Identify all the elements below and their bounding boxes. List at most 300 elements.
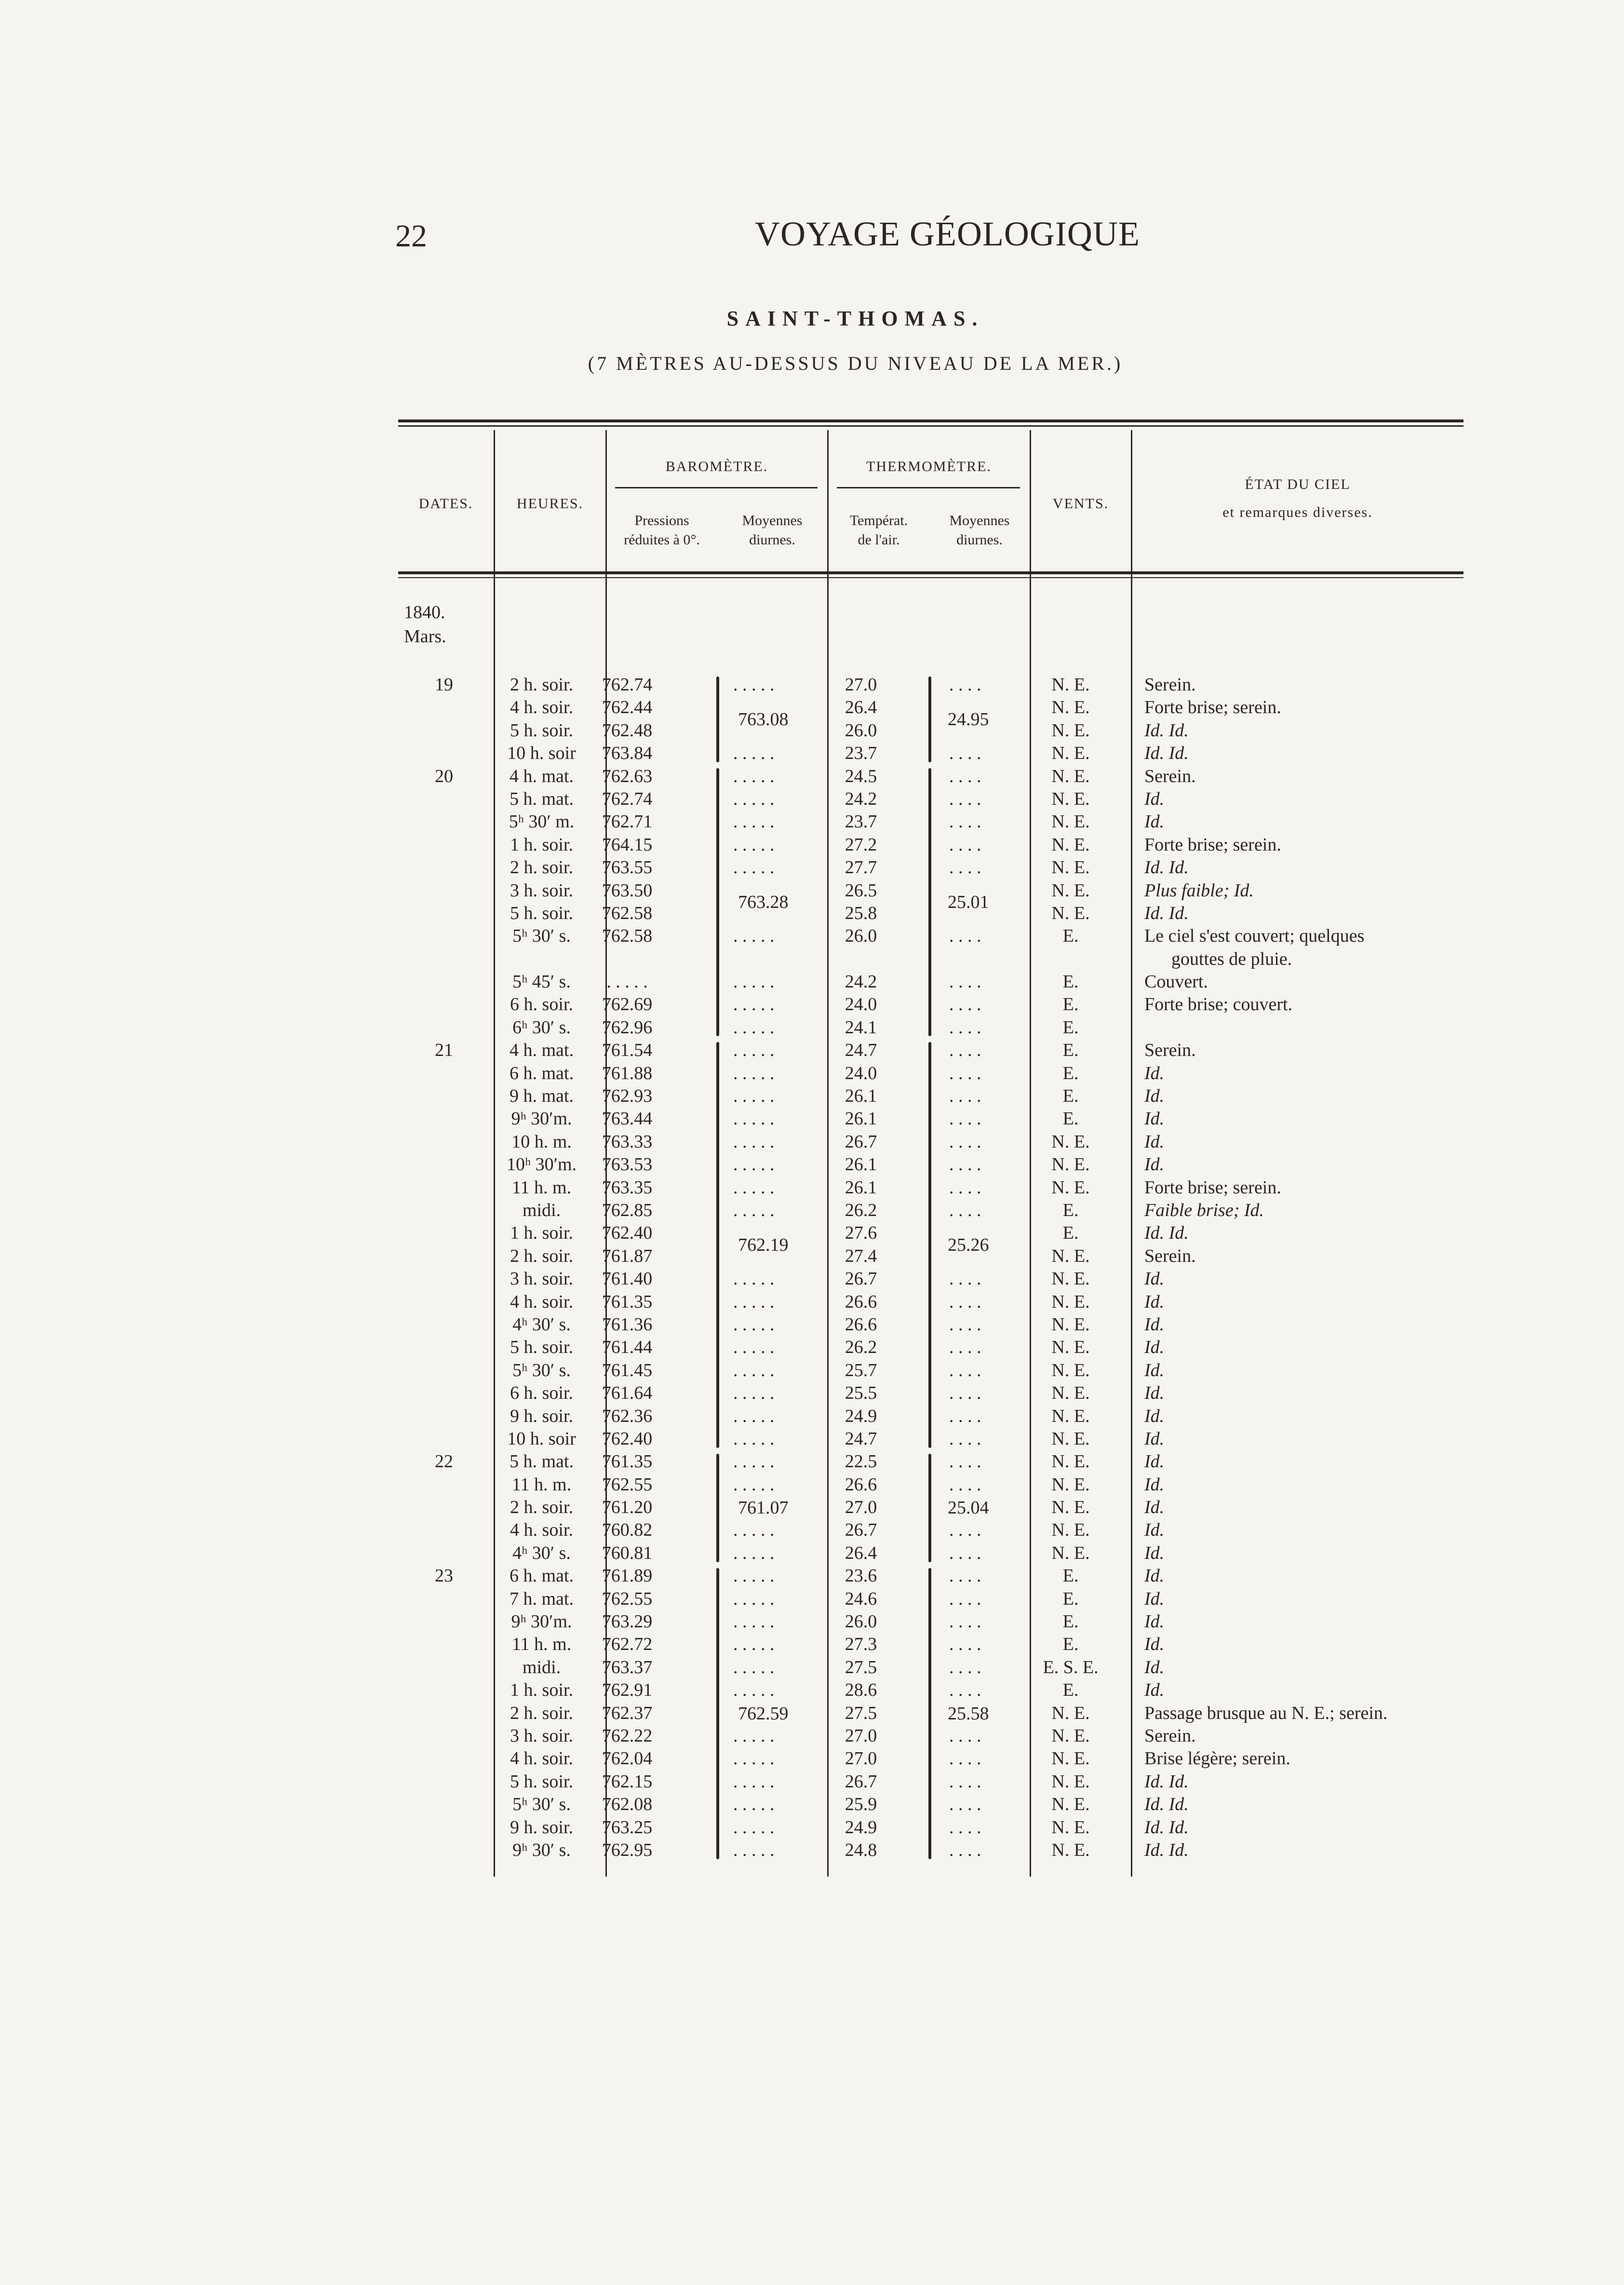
table-cell-temperature-mean: . . . . — [949, 1794, 981, 1815]
table-cell-temperature: 27.5 — [845, 1703, 877, 1723]
table-cell-temperature-mean: . . . . — [949, 1748, 981, 1769]
table-cell-wind: N. E. — [1051, 834, 1090, 855]
table-cell-temperature: 25.9 — [845, 1794, 877, 1815]
daily-pressure-mean: 763.28 — [738, 892, 789, 912]
table-cell-remark: Id. Id. — [1144, 720, 1189, 741]
table-cell-temperature: 27.7 — [845, 857, 877, 878]
table-cell-remark: gouttes de pluie. — [1171, 948, 1292, 969]
year-label: 1840. — [404, 602, 445, 622]
temperature-mean-brace — [928, 768, 931, 1037]
table-cell-wind: N. E. — [1051, 1725, 1090, 1746]
table-cell-temperature: 26.0 — [845, 720, 877, 741]
table-cell-pressure-mean: . . . . . — [733, 1566, 775, 1586]
table-cell-temperature-mean: . . . . — [949, 1725, 981, 1746]
table-cell-wind: E. — [1062, 1680, 1079, 1701]
header-temperat — [828, 511, 929, 550]
table-cell-hour: 9 h. mat. — [510, 1086, 574, 1107]
table-cell-remark: Serein. — [1144, 1725, 1196, 1746]
table-cell-wind: N. E. — [1051, 1748, 1090, 1769]
table-cell-pressure: 761.54 — [602, 1040, 653, 1061]
table-cell-temperature: 27.2 — [845, 834, 877, 855]
table-cell-pressure-mean: . . . . . — [733, 1748, 775, 1769]
barometre-span — [615, 487, 818, 488]
table-cell-temperature: 23.6 — [845, 1566, 877, 1586]
table-cell-pressure-mean: . . . . . — [733, 972, 775, 992]
table-cell-hour: 11 h. m. — [511, 1177, 572, 1198]
table-cell-temperature-mean: . . . . — [949, 1611, 981, 1632]
table-cell-pressure: 762.08 — [602, 1794, 653, 1815]
table-cell-temperature-mean: . . . . — [949, 1680, 981, 1701]
table-cell-pressure: 763.55 — [602, 857, 653, 878]
pressure-mean-brace — [716, 1568, 719, 1859]
table-cell-pressure: 760.81 — [602, 1542, 653, 1563]
table-cell-hour: 4 h. soir. — [510, 1291, 573, 1312]
table-cell-wind: N. E. — [1051, 1245, 1090, 1266]
table-cell-pressure-mean: . . . . . — [733, 1839, 775, 1860]
table-cell-remark: Id. — [1144, 1588, 1165, 1609]
table-cell-hour: 5 h. soir. — [510, 720, 573, 741]
table-cell-pressure: 762.36 — [602, 1406, 653, 1426]
table-cell-temperature: 26.7 — [845, 1269, 877, 1289]
table-cell-pressure-mean: . . . . . — [733, 1040, 775, 1061]
table-cell-temperature: 24.5 — [845, 766, 877, 786]
table-cell-temperature-mean: . . . . — [949, 1154, 981, 1175]
table-cell-temperature: 26.5 — [845, 880, 877, 901]
daily-temperature-mean: 25.26 — [948, 1235, 989, 1255]
table-cell-remark: Id. — [1144, 811, 1165, 832]
table-cell-wind: N. E. — [1051, 1360, 1090, 1380]
table-cell-temperature-mean: . . . . — [949, 1771, 981, 1792]
table-cell-wind: N. E. — [1051, 1474, 1090, 1495]
table-cell-temperature-mean: . . . . — [949, 1520, 981, 1541]
table-cell-pressure-mean: . . . . . — [733, 1634, 775, 1655]
table-cell-pressure: 761.64 — [602, 1383, 653, 1404]
table-cell-wind: E. — [1062, 1634, 1079, 1655]
table-cell-wind: N. E. — [1051, 1497, 1090, 1518]
header-bmoyennes — [717, 511, 827, 550]
daily-pressure-mean: 761.07 — [738, 1498, 789, 1518]
table-cell-hour: 5 h. soir. — [510, 903, 573, 923]
top-rule-thin — [398, 425, 1463, 427]
table-cell-hour: 2 h. soir. — [510, 1497, 573, 1518]
daily-temperature-mean: 25.04 — [948, 1498, 989, 1518]
header-temperat-line1: Températ. — [849, 513, 908, 528]
table-cell-wind: N. E. — [1051, 788, 1090, 809]
table-cell-pressure-mean: . . . . . — [733, 675, 775, 695]
table-cell-temperature: 27.0 — [845, 675, 877, 695]
table-cell-wind: N. E. — [1051, 675, 1090, 695]
table-cell-wind: N. E. — [1051, 1177, 1090, 1198]
table-cell-wind: E. — [1062, 1588, 1079, 1609]
table-cell-pressure: 762.37 — [602, 1703, 653, 1723]
table-cell-temperature-mean: . . . . — [949, 1291, 981, 1312]
table-cell-temperature-mean: . . . . — [949, 1634, 981, 1655]
table-cell-pressure-mean: . . . . . — [733, 834, 775, 855]
table-cell-remark: Id. Id. — [1144, 743, 1189, 764]
table-cell-pressure-mean: . . . . . — [733, 743, 775, 764]
temperature-mean-brace — [928, 1568, 931, 1859]
table-cell-remark: Forte brise; serein. — [1144, 697, 1281, 718]
table-cell-pressure-mean: . . . . . — [733, 1383, 775, 1404]
table-cell-hour: 1 h. soir. — [510, 1223, 573, 1244]
table-cell-remark: Id. — [1144, 1086, 1165, 1107]
table-cell-hour: 9 h. soir. — [510, 1406, 573, 1426]
table-cell-wind: N. E. — [1051, 720, 1090, 741]
table-cell-wind: N. E. — [1051, 1314, 1090, 1335]
table-cell-temperature-mean: . . . . — [949, 1451, 981, 1472]
table-cell-temperature: 24.7 — [845, 1040, 877, 1061]
table-cell-wind: N. E. — [1051, 1839, 1090, 1860]
table-cell-remark: Id. — [1144, 1154, 1165, 1175]
table-cell-temperature-mean: . . . . — [949, 1360, 981, 1380]
table-cell-temperature: 22.5 — [845, 1451, 877, 1472]
table-cell-temperature: 23.7 — [845, 743, 877, 764]
table-cell-date: 21 — [435, 1040, 453, 1061]
table-cell-remark: Id. — [1144, 1131, 1165, 1152]
table-cell-hour: 1 h. soir. — [510, 834, 573, 855]
table-cell-temperature-mean: . . . . — [949, 1383, 981, 1404]
table-cell-wind: N. E. — [1051, 1269, 1090, 1289]
table-cell-temperature: 24.7 — [845, 1428, 877, 1449]
running-title: VOYAGE GÉOLOGIQUE — [755, 215, 1140, 253]
table-cell-pressure: 762.44 — [602, 697, 653, 718]
header-tmoyennes-line2: diurnes. — [956, 532, 1003, 548]
table-cell-pressure-mean: . . . . . — [733, 1200, 775, 1220]
table-cell-pressure: 762.55 — [602, 1474, 653, 1495]
table-cell-wind: N. E. — [1051, 1154, 1090, 1175]
table-cell-remark: Id. Id. — [1144, 1223, 1189, 1244]
month-label: Mars. — [404, 626, 446, 647]
table-cell-temperature: 26.0 — [845, 1611, 877, 1632]
table-cell-pressure-mean: . . . . . — [733, 1177, 775, 1198]
table-cell-hour: midi. — [522, 1200, 561, 1220]
table-cell-pressure-mean: . . . . . — [733, 1269, 775, 1289]
table-cell-hour: 6ʰ 30′ s. — [512, 1017, 571, 1038]
table-cell-pressure: 762.48 — [602, 720, 653, 741]
table-cell-pressure-mean: . . . . . — [733, 1611, 775, 1632]
table-cell-temperature: 25.5 — [845, 1383, 877, 1404]
header-pressions-line1: Pressions — [634, 513, 689, 528]
table-cell-wind: N. E. — [1051, 1520, 1090, 1541]
table-cell-remark: Id. Id. — [1144, 857, 1189, 878]
daily-pressure-mean: 763.08 — [738, 709, 789, 730]
table-cell-remark: Id. — [1144, 1634, 1165, 1655]
table-cell-temperature-mean: . . . . — [949, 1086, 981, 1107]
table-cell-pressure-mean: . . . . . — [733, 1017, 775, 1038]
header-tmoyennes — [929, 511, 1030, 550]
table-cell-wind: E. — [1062, 926, 1079, 946]
table-cell-hour: 1 h. soir. — [510, 1680, 573, 1701]
table-cell-wind: N. E. — [1051, 1406, 1090, 1426]
table-cell-wind: N. E. — [1051, 811, 1090, 832]
table-cell-pressure: 763.53 — [602, 1154, 653, 1175]
pressure-mean-brace — [716, 768, 719, 1037]
table-cell-pressure: 761.35 — [602, 1291, 653, 1312]
table-cell-pressure-mean: . . . . . — [733, 1542, 775, 1563]
table-cell-remark: Id. Id. — [1144, 903, 1189, 923]
table-cell-temperature-mean: . . . . — [949, 766, 981, 786]
table-cell-date: 23 — [435, 1566, 453, 1586]
table-cell-hour: 4 h. soir. — [510, 697, 573, 718]
table-cell-pressure: 761.45 — [602, 1360, 653, 1380]
table-cell-remark: Id. — [1144, 1314, 1165, 1335]
table-cell-remark: Id. — [1144, 1566, 1165, 1586]
thermometre-span — [837, 487, 1020, 488]
table-cell-hour: 6 h. soir. — [510, 994, 573, 1015]
table-cell-wind: N. E. — [1051, 1337, 1090, 1358]
table-cell-wind: N. E. — [1051, 1131, 1090, 1152]
table-cell-wind: N. E. — [1051, 880, 1090, 901]
table-cell-temperature: 26.0 — [845, 926, 877, 946]
header-etat — [1132, 475, 1463, 522]
table-cell-pressure-mean: . . . . . — [733, 811, 775, 832]
table-cell-hour: 11 h. m. — [511, 1474, 572, 1495]
table-cell-temperature: 27.5 — [845, 1657, 877, 1677]
table-cell-remark: Forte brise; couvert. — [1144, 994, 1293, 1015]
table-cell-pressure: 762.95 — [602, 1839, 653, 1860]
table-cell-pressure-mean: . . . . . — [733, 1337, 775, 1358]
header-etat-line2: et remarques diverses. — [1222, 504, 1373, 520]
table-cell-date: 19 — [435, 675, 453, 695]
table-cell-pressure: 762.63 — [602, 766, 653, 786]
table-cell-hour: 9ʰ 30′m. — [511, 1611, 572, 1632]
table-cell-pressure-mean: . . . . . — [733, 1154, 775, 1175]
table-cell-remark: Serein. — [1144, 1040, 1196, 1061]
table-cell-remark: Brise légère; serein. — [1144, 1748, 1290, 1769]
table-cell-hour: 5ʰ 30′ s. — [512, 1360, 571, 1380]
table-cell-pressure: 762.85 — [602, 1200, 653, 1220]
table-cell-pressure: 762.93 — [602, 1086, 653, 1107]
table-cell-hour: 10ʰ 30′m. — [506, 1154, 577, 1175]
daily-pressure-mean: 762.19 — [738, 1235, 789, 1255]
table-cell-remark: Le ciel s'est couvert; quelques — [1144, 926, 1365, 946]
pressure-mean-brace — [716, 676, 719, 762]
table-cell-remark: Id. — [1144, 1497, 1165, 1518]
page-number: 22 — [395, 218, 427, 254]
table-cell-pressure-mean: . . . . . — [733, 1817, 775, 1838]
table-cell-temperature-mean: . . . . — [949, 1817, 981, 1838]
table-cell-hour: 4 h. mat. — [510, 766, 574, 786]
table-cell-remark: Id. — [1144, 1360, 1165, 1380]
table-cell-remark: Plus faible; Id. — [1144, 880, 1254, 901]
table-cell-pressure-mean: . . . . . — [733, 1657, 775, 1677]
table-cell-temperature-mean: . . . . — [949, 1269, 981, 1289]
table-cell-pressure-mean: . . . . . — [733, 1520, 775, 1541]
table-cell-remark: Id. — [1144, 1451, 1165, 1472]
table-cell-pressure-mean: . . . . . — [733, 766, 775, 786]
table-cell-temperature: 26.2 — [845, 1337, 877, 1358]
altitude-subtitle: (7 MÈTRES AU-DESSUS DU NIVEAU DE LA MER.) — [588, 352, 1123, 374]
table-cell-wind: E. — [1062, 1017, 1079, 1038]
table-cell-pressure-mean: . . . . . — [733, 926, 775, 946]
table-cell-wind: E. — [1062, 1040, 1079, 1061]
header-pressions-line2: réduites à 0°. — [624, 532, 700, 548]
table-cell-temperature-mean: . . . . — [949, 1588, 981, 1609]
table-cell-hour: 3 h. soir. — [510, 1725, 573, 1746]
top-rule-thick — [398, 419, 1463, 422]
table-cell-wind: N. E. — [1051, 857, 1090, 878]
table-cell-pressure: 762.58 — [602, 903, 653, 923]
table-cell-wind: E. S. E. — [1043, 1657, 1099, 1677]
table-cell-remark: Id. Id. — [1144, 1794, 1189, 1815]
table-cell-pressure: 762.74 — [602, 788, 653, 809]
table-cell-temperature-mean: . . . . — [949, 834, 981, 855]
table-cell-temperature: 27.0 — [845, 1748, 877, 1769]
table-cell-wind: N. E. — [1051, 903, 1090, 923]
table-cell-pressure: 762.04 — [602, 1748, 653, 1769]
table-cell-wind: N. E. — [1051, 1703, 1090, 1723]
table-cell-wind: E. — [1062, 1086, 1079, 1107]
table-cell-temperature: 26.6 — [845, 1474, 877, 1495]
table-cell-remark: Id. — [1144, 1406, 1165, 1426]
table-cell-temperature-mean: . . . . — [949, 743, 981, 764]
table-cell-temperature-mean: . . . . — [949, 1566, 981, 1586]
table-cell-temperature-mean: . . . . — [949, 788, 981, 809]
table-cell-pressure-mean: . . . . . — [733, 1063, 775, 1083]
table-cell-hour: 3 h. soir. — [510, 880, 573, 901]
table-cell-temperature-mean: . . . . — [949, 811, 981, 832]
table-cell-temperature-mean: . . . . — [949, 1314, 981, 1335]
daily-temperature-mean: 24.95 — [948, 709, 989, 730]
table-cell-remark: Id. — [1144, 1269, 1165, 1289]
table-cell-pressure: 761.40 — [602, 1269, 653, 1289]
header-vents: VENTS. — [1052, 496, 1109, 512]
table-cell-temperature: 24.2 — [845, 972, 877, 992]
observation-table — [398, 419, 1463, 1880]
table-cell-pressure-mean: . . . . . — [733, 1474, 775, 1495]
table-cell-pressure: 761.36 — [602, 1314, 653, 1335]
table-cell-remark: Serein. — [1144, 766, 1196, 786]
table-cell-temperature-mean: . . . . — [949, 857, 981, 878]
table-cell-hour: 4ʰ 30′ s. — [512, 1314, 571, 1335]
table-cell-wind: N. E. — [1051, 1451, 1090, 1472]
table-cell-temperature: 24.6 — [845, 1588, 877, 1609]
table-cell-pressure: 761.87 — [602, 1245, 653, 1266]
table-cell-pressure: 762.40 — [602, 1223, 653, 1244]
table-cell-wind: N. E. — [1051, 1794, 1090, 1815]
table-cell-hour: 5 h. mat. — [510, 788, 574, 809]
table-cell-temperature-mean: . . . . — [949, 1474, 981, 1495]
table-cell-hour: 9 h. soir. — [510, 1817, 573, 1838]
table-cell-pressure-mean: . . . . . — [733, 1360, 775, 1380]
table-cell-temperature: 26.1 — [845, 1109, 877, 1129]
table-cell-remark: Id. — [1144, 1680, 1165, 1701]
table-cell-pressure: 760.82 — [602, 1520, 653, 1541]
header-bmoyennes-line1: Moyennes — [742, 513, 803, 528]
table-cell-temperature: 27.0 — [845, 1725, 877, 1746]
table-cell-temperature: 27.3 — [845, 1634, 877, 1655]
table-cell-pressure-mean: . . . . . — [733, 1588, 775, 1609]
table-cell-remark: Passage brusque au N. E.; serein. — [1144, 1703, 1388, 1723]
table-cell-temperature: 24.8 — [845, 1839, 877, 1860]
table-cell-pressure: 761.35 — [602, 1451, 653, 1472]
temperature-mean-brace — [928, 1454, 931, 1562]
table-cell-hour: 6 h. mat. — [510, 1566, 574, 1586]
table-cell-pressure: 763.50 — [602, 880, 653, 901]
table-cell-temperature: 24.2 — [845, 788, 877, 809]
table-cell-temperature-mean: . . . . — [949, 1406, 981, 1426]
table-cell-temperature-mean: . . . . — [949, 1542, 981, 1563]
table-cell-temperature: 27.6 — [845, 1223, 877, 1244]
table-cell-remark: Id. Id. — [1144, 1839, 1189, 1860]
table-cell-pressure-mean: . . . . . — [733, 1086, 775, 1107]
table-cell-wind: N. E. — [1051, 1383, 1090, 1404]
table-cell-pressure: 762.74 — [602, 675, 653, 695]
table-cell-remark: Id. — [1144, 1657, 1165, 1677]
table-cell-wind: N. E. — [1051, 766, 1090, 786]
table-cell-temperature: 24.0 — [845, 994, 877, 1015]
temperature-mean-brace — [928, 1042, 931, 1447]
table-cell-pressure-mean: . . . . . — [733, 1291, 775, 1312]
table-cell-pressure: 762.72 — [602, 1634, 653, 1655]
table-cell-hour: 11 h. m. — [511, 1634, 572, 1655]
table-cell-pressure-mean: . . . . . — [733, 1109, 775, 1129]
table-cell-pressure-mean: . . . . . — [733, 1680, 775, 1701]
table-cell-temperature: 26.7 — [845, 1131, 877, 1152]
header-rule-thin — [398, 577, 1463, 578]
header-temperat-line2: de l'air. — [858, 532, 900, 548]
table-cell-temperature: 26.6 — [845, 1314, 877, 1335]
table-cell-hour: 5ʰ 30′ s. — [512, 926, 571, 946]
table-cell-hour: 9ʰ 30′ s. — [512, 1839, 571, 1860]
table-cell-pressure-mean: . . . . . — [733, 994, 775, 1015]
table-cell-pressure: 763.33 — [602, 1131, 653, 1152]
table-cell-temperature-mean: . . . . — [949, 1017, 981, 1038]
table-cell-hour: 10 h. m. — [511, 1131, 572, 1152]
table-cell-wind: N. E. — [1051, 743, 1090, 764]
table-cell-remark: Id. — [1144, 788, 1165, 809]
table-cell-temperature-mean: . . . . — [949, 1131, 981, 1152]
station-title: SAINT-THOMAS. — [726, 307, 984, 330]
table-cell-remark: Id. — [1144, 1337, 1165, 1358]
table-cell-temperature-mean: . . . . — [949, 972, 981, 992]
table-cell-hour: 5 h. mat. — [510, 1451, 574, 1472]
table-cell-hour: 4 h. mat. — [510, 1040, 574, 1061]
table-cell-wind: N. E. — [1051, 1428, 1090, 1449]
table-cell-temperature: 26.4 — [845, 697, 877, 718]
table-cell-temperature: 26.7 — [845, 1771, 877, 1792]
table-cell-pressure: 763.35 — [602, 1177, 653, 1198]
table-cell-wind: N. E. — [1051, 1771, 1090, 1792]
table-cell-hour: 3 h. soir. — [510, 1269, 573, 1289]
table-cell-date: 22 — [435, 1451, 453, 1472]
table-cell-remark: Serein. — [1144, 1245, 1196, 1266]
table-cell-temperature-mean: . . . . — [949, 1337, 981, 1358]
header-bmoyennes-line2: diurnes. — [749, 532, 795, 548]
table-cell-temperature-mean: . . . . — [949, 1657, 981, 1677]
table-cell-wind: E. — [1062, 994, 1079, 1015]
table-cell-pressure: 762.96 — [602, 1017, 653, 1038]
table-cell-temperature: 24.9 — [845, 1817, 877, 1838]
table-cell-temperature: 27.4 — [845, 1245, 877, 1266]
pressure-mean-brace — [716, 1454, 719, 1562]
header-rule-thick — [398, 571, 1463, 574]
table-cell-hour: 2 h. soir. — [510, 1245, 573, 1266]
table-cell-hour: 5ʰ 30′ m. — [509, 811, 575, 832]
header-thermometre: THERMOMÈTRE. — [866, 459, 992, 474]
table-cell-pressure: 762.15 — [602, 1771, 653, 1792]
table-cell-hour: 2 h. soir. — [510, 675, 573, 695]
header-tmoyennes-line1: Moyennes — [949, 513, 1010, 528]
table-cell-temperature: 26.7 — [845, 1520, 877, 1541]
header-dates: DATES. — [418, 496, 473, 512]
table-cell-hour: 4ʰ 30′ s. — [512, 1542, 571, 1563]
table-cell-pressure: 761.89 — [602, 1566, 653, 1586]
table-cell-temperature-mean: . . . . — [949, 1428, 981, 1449]
table-cell-remark: Id. Id. — [1144, 1817, 1189, 1838]
table-cell-wind: N. E. — [1051, 1817, 1090, 1838]
table-cell-remark: Id. — [1144, 1383, 1165, 1404]
